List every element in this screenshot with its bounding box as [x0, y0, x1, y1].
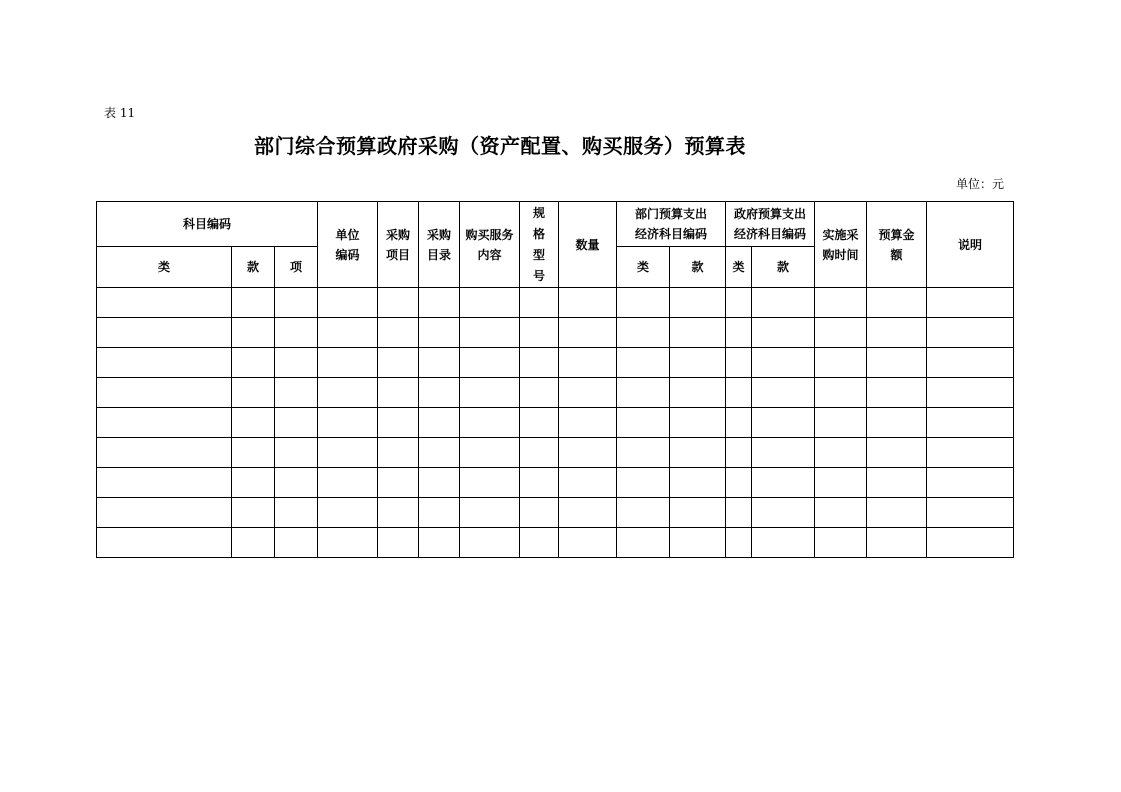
table-cell [927, 288, 1014, 318]
table-cell [726, 348, 752, 378]
table-cell [275, 378, 318, 408]
table-cell [617, 288, 670, 318]
table-cell [232, 288, 275, 318]
table-cell [378, 408, 419, 438]
table-cell [232, 408, 275, 438]
purchase-item-label: 采购项目 [386, 227, 411, 262]
budget-amount-header [867, 202, 927, 288]
table-cell [927, 348, 1014, 378]
table-cell [318, 438, 378, 468]
header-row-1 [97, 202, 1014, 247]
table-cell [520, 408, 559, 438]
table-cell [815, 498, 867, 528]
gov-econ-code-label: 政府预算支出经济科目编码 [734, 207, 807, 241]
unit-code-label: 单位编码 [335, 227, 360, 262]
gov-lei-header: 类 [726, 247, 752, 288]
table-cell [867, 378, 927, 408]
table-cell [559, 408, 617, 438]
table-cell [559, 438, 617, 468]
table-cell [559, 498, 617, 528]
table-cell [232, 318, 275, 348]
table-cell [97, 528, 232, 558]
table-cell [867, 288, 927, 318]
budget-table [96, 201, 1014, 558]
purchase-catalog-label: 采购目录 [427, 227, 452, 262]
table-cell [726, 498, 752, 528]
table-cell [275, 288, 318, 318]
table-cell [752, 408, 815, 438]
table-cell [815, 528, 867, 558]
table-cell [559, 528, 617, 558]
table-cell [617, 378, 670, 408]
service-content-label: 购买服务内容 [465, 227, 514, 262]
table-row [97, 318, 1014, 348]
budget-amount-label: 预算金额 [878, 227, 915, 262]
table-cell [232, 528, 275, 558]
table-cell [378, 468, 419, 498]
gov-econ-code-header [726, 202, 815, 247]
table-cell [520, 288, 559, 318]
remarks-header: 说明 [927, 202, 1014, 288]
table-cell [867, 348, 927, 378]
lei-header: 类 [97, 247, 232, 288]
spec-model-label: 规格型号 [533, 205, 546, 283]
table-cell [275, 468, 318, 498]
table-cell [318, 408, 378, 438]
table-cell [726, 408, 752, 438]
table-cell [460, 498, 520, 528]
dept-kuan-header: 款 [670, 247, 726, 288]
table-cell [232, 498, 275, 528]
table-cell [927, 408, 1014, 438]
table-cell [97, 318, 232, 348]
table-cell [232, 438, 275, 468]
table-cell [318, 348, 378, 378]
subject-code-header: 科目编码 [97, 202, 318, 247]
table-cell [520, 438, 559, 468]
table-cell [559, 468, 617, 498]
table-cell [815, 468, 867, 498]
table-cell [617, 408, 670, 438]
page-title: 部门综合预算政府采购（资产配置、购买服务）预算表 [254, 134, 746, 158]
table-row [97, 498, 1014, 528]
table-cell [460, 318, 520, 348]
unit-label: 单位：元 [955, 177, 1004, 191]
table-cell [927, 438, 1014, 468]
table-cell [670, 408, 726, 438]
table-cell [752, 528, 815, 558]
table-cell [378, 498, 419, 528]
table-cell [726, 318, 752, 348]
table-cell [617, 348, 670, 378]
table-cell [752, 348, 815, 378]
table-cell [378, 378, 419, 408]
table-cell [97, 378, 232, 408]
table-cell [318, 528, 378, 558]
table-cell [97, 468, 232, 498]
table-cell [815, 348, 867, 378]
table-cell [275, 318, 318, 348]
table-cell [867, 468, 927, 498]
table-cell [670, 468, 726, 498]
table-cell [867, 318, 927, 348]
table-cell [460, 468, 520, 498]
table-cell [559, 288, 617, 318]
table-cell [617, 438, 670, 468]
table-cell [275, 528, 318, 558]
table-cell [617, 498, 670, 528]
table-cell [520, 528, 559, 558]
table-cell [378, 528, 419, 558]
table-cell [670, 348, 726, 378]
table-cell [927, 498, 1014, 528]
table-cell [559, 348, 617, 378]
table-cell [378, 288, 419, 318]
table-cell [752, 318, 815, 348]
table-cell [927, 318, 1014, 348]
table-cell [617, 468, 670, 498]
table-cell [927, 528, 1014, 558]
table-cell [419, 498, 460, 528]
table-cell [318, 378, 378, 408]
table-cell [97, 348, 232, 378]
table-cell [559, 318, 617, 348]
table-cell [460, 408, 520, 438]
table-cell [726, 528, 752, 558]
table-cell [318, 288, 378, 318]
table-cell [275, 498, 318, 528]
gov-kuan-header: 款 [752, 247, 815, 288]
table-cell [520, 378, 559, 408]
table-row [97, 348, 1014, 378]
table-cell [867, 498, 927, 528]
table-cell [232, 468, 275, 498]
table-cell [670, 498, 726, 528]
table-row [97, 408, 1014, 438]
table-cell [275, 438, 318, 468]
table-cell [419, 408, 460, 438]
implement-time-header [815, 202, 867, 288]
table-cell [726, 378, 752, 408]
purchase-item-header [378, 202, 419, 288]
table-cell [520, 498, 559, 528]
table-row [97, 288, 1014, 318]
table-cell [752, 498, 815, 528]
table-cell [927, 468, 1014, 498]
table-cell [752, 288, 815, 318]
dept-econ-code-label: 部门预算支出经济科目编码 [635, 207, 708, 241]
table-cell [378, 348, 419, 378]
table-cell [815, 408, 867, 438]
table-row [97, 468, 1014, 498]
xiang-header: 项 [275, 247, 318, 288]
table-cell [97, 288, 232, 318]
table-cell [232, 378, 275, 408]
table-cell [617, 528, 670, 558]
table-cell [460, 378, 520, 408]
kuan-header: 款 [232, 247, 275, 288]
table-cell [378, 438, 419, 468]
table-cell [670, 288, 726, 318]
table-cell [867, 438, 927, 468]
table-row [97, 528, 1014, 558]
table-cell [726, 288, 752, 318]
table-cell [520, 318, 559, 348]
table-cell [275, 408, 318, 438]
table-cell [670, 528, 726, 558]
table-cell [867, 528, 927, 558]
table-cell [275, 348, 318, 378]
table-cell [419, 318, 460, 348]
table-cell [419, 348, 460, 378]
table-cell [318, 498, 378, 528]
table-cell [559, 378, 617, 408]
unit-code-header [318, 202, 378, 288]
dept-lei-header: 类 [617, 247, 670, 288]
table-row [97, 378, 1014, 408]
table-cell [726, 438, 752, 468]
table-cell [815, 438, 867, 468]
table-number: 表 11 [104, 106, 136, 120]
table-cell [520, 348, 559, 378]
table-cell [815, 318, 867, 348]
table-cell [752, 378, 815, 408]
table-cell [318, 468, 378, 498]
table-cell [232, 348, 275, 378]
table-cell [670, 378, 726, 408]
table-cell [460, 348, 520, 378]
implement-time-label: 实施采购时间 [822, 227, 859, 262]
table-cell [670, 318, 726, 348]
table-cell [97, 408, 232, 438]
table-cell [460, 288, 520, 318]
table-cell [419, 528, 460, 558]
table-cell [927, 378, 1014, 408]
table-cell [97, 438, 232, 468]
service-content-header [460, 202, 520, 288]
table-cell [378, 318, 419, 348]
table-cell [419, 288, 460, 318]
table-cell [670, 438, 726, 468]
purchase-catalog-header [419, 202, 460, 288]
table-cell [867, 408, 927, 438]
table-cell [318, 318, 378, 348]
quantity-header: 数量 [559, 202, 617, 288]
table-cell [419, 378, 460, 408]
table-cell [752, 468, 815, 498]
spec-model-header [520, 202, 559, 288]
table-row [97, 438, 1014, 468]
table-cell [726, 468, 752, 498]
table-cell [460, 438, 520, 468]
table-cell [419, 468, 460, 498]
table-cell [460, 528, 520, 558]
table-cell [815, 288, 867, 318]
table-cell [815, 378, 867, 408]
table-cell [752, 438, 815, 468]
table-cell [520, 468, 559, 498]
table-cell [97, 498, 232, 528]
table-cell [617, 318, 670, 348]
dept-econ-code-header [617, 202, 726, 247]
table-cell [419, 438, 460, 468]
